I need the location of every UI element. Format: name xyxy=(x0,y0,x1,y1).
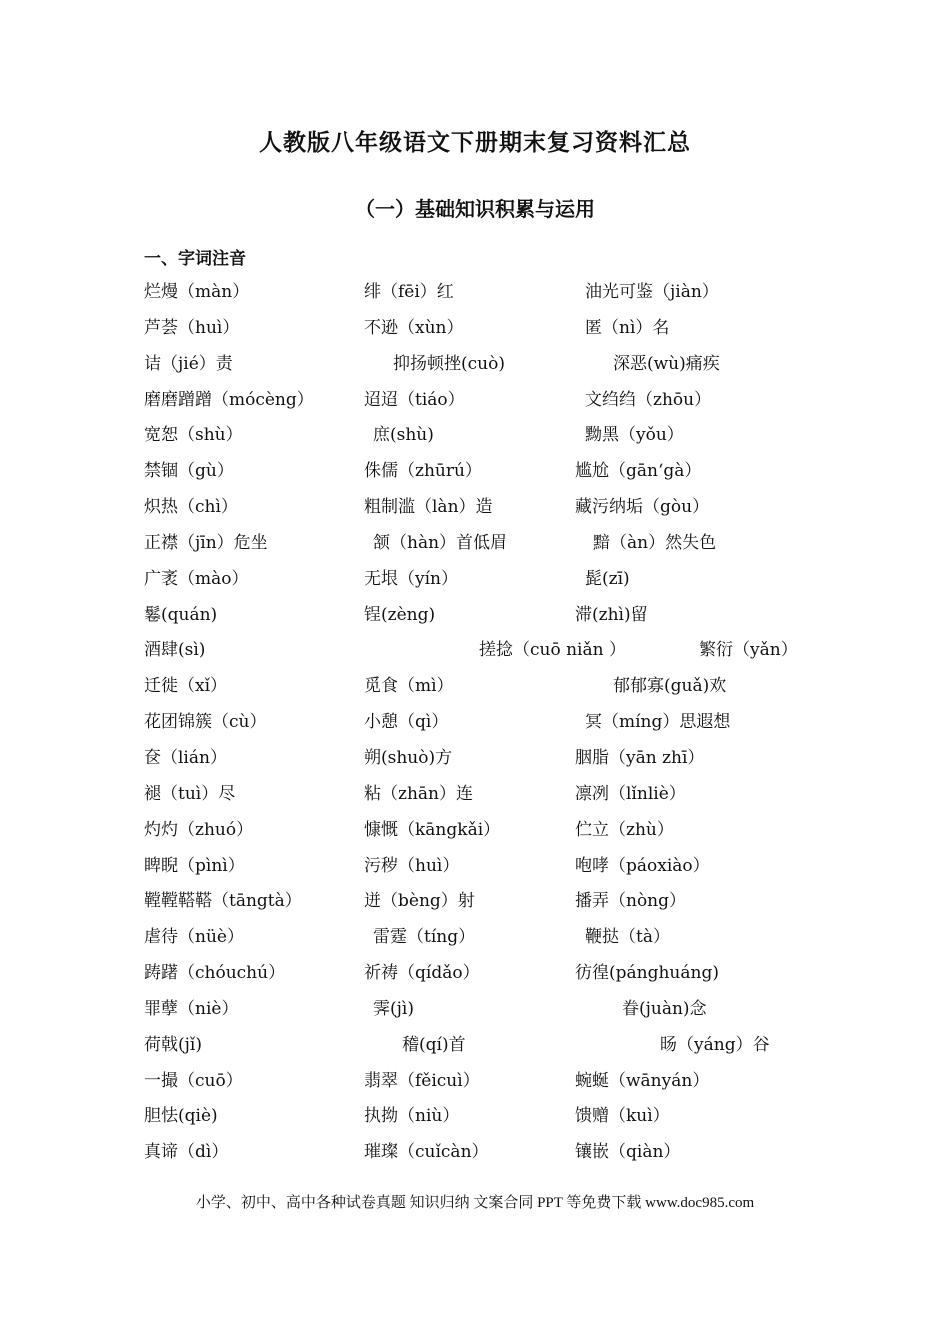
vocab-entry: 睥睨（pìnì） xyxy=(144,855,245,876)
vocab-entry: 粗制滥（làn）造 xyxy=(364,497,493,518)
vocab-entry: 芦荟（huì） xyxy=(144,317,240,338)
vocab-list xyxy=(0,278,950,1174)
vocab-entry: 馈赠（kuì） xyxy=(575,1106,670,1127)
vocab-entry: 无垠（yín） xyxy=(364,568,458,589)
vocab-row xyxy=(0,852,950,888)
vocab-entry: 眷(juàn)念 xyxy=(622,998,707,1019)
vocab-entry: 祈祷（qídǎo） xyxy=(364,963,480,984)
vocab-entry: 觅食（mì） xyxy=(364,676,454,697)
vocab-entry: 花团锦簇（cù） xyxy=(144,712,267,733)
vocab-entry: 彷徨(pánghuáng) xyxy=(575,963,719,984)
vocab-entry: 伫立（zhù） xyxy=(575,819,674,840)
vocab-entry: 鬈(quán) xyxy=(144,604,218,625)
vocab-entry: 冥（míng）思遐想 xyxy=(585,712,731,733)
vocab-entry: 髭(zī) xyxy=(585,568,630,589)
vocab-entry: 真谛（dì） xyxy=(144,1142,229,1163)
vocab-entry: 深恶(wù)痛疾 xyxy=(613,353,720,374)
vocab-entry: 奁（lián） xyxy=(144,747,227,768)
vocab-row xyxy=(0,636,950,672)
vocab-entry: 罪孽（niè） xyxy=(144,998,239,1019)
vocab-row xyxy=(0,959,950,995)
vocab-entry: 蜿蜒（wānyán） xyxy=(575,1070,710,1091)
vocab-entry: 凛冽（lǐnliè） xyxy=(575,783,686,804)
vocab-entry: 匿（nì）名 xyxy=(585,317,670,338)
vocab-entry: 颔（hàn）首低眉 xyxy=(373,532,508,553)
vocab-entry: 一撮（cuō） xyxy=(144,1070,243,1091)
vocab-entry: 正襟（jīn）危坐 xyxy=(144,532,268,553)
vocab-entry: 油光可鉴（jiàn） xyxy=(585,282,719,302)
vocab-entry: 胆怯(qiè) xyxy=(144,1106,218,1127)
vocab-entry: 朔(shuò)方 xyxy=(364,747,453,768)
vocab-entry: 慷慨（kāngkǎi） xyxy=(364,819,501,840)
vocab-entry: 荷戟(jǐ) xyxy=(144,1034,202,1055)
vocab-entry: 锃(zèng) xyxy=(364,604,436,625)
vocab-entry: 旸（yáng）谷 xyxy=(660,1034,770,1055)
vocab-row xyxy=(0,1138,950,1174)
vocab-entry: 翡翠（fěicuì） xyxy=(364,1070,480,1091)
vocab-entry: 踌躇（chóuchú） xyxy=(144,963,286,984)
vocab-entry: 磨磨蹭蹭（mócèng） xyxy=(144,389,314,410)
vocab-entry: 黯（àn）然失色 xyxy=(593,532,717,553)
section-heading: 一、字词注音 xyxy=(144,249,246,269)
vocab-row xyxy=(0,565,950,601)
vocab-row xyxy=(0,780,950,816)
vocab-entry: 小憩（qì） xyxy=(364,712,449,733)
vocab-entry: 诘（jié）责 xyxy=(144,353,233,374)
page-subtitle: （一）基础知识积累与运用 xyxy=(355,197,595,221)
vocab-entry: 镶嵌（qiàn） xyxy=(575,1142,681,1163)
vocab-entry: 抑扬顿挫(cuò) xyxy=(393,353,505,374)
vocab-entry: 黝黑（yǒu） xyxy=(585,425,684,446)
vocab-entry: 鞭挞（tà） xyxy=(585,927,670,948)
vocab-entry: 咆哮（páoxiào） xyxy=(575,855,710,876)
vocab-entry: 宽恕（shù） xyxy=(144,425,243,446)
vocab-row xyxy=(0,386,950,422)
vocab-row xyxy=(0,493,950,529)
vocab-row xyxy=(0,744,950,780)
vocab-entry: 文绉绉（zhōu） xyxy=(585,389,712,410)
vocab-entry: 迁徙（xǐ） xyxy=(144,676,228,697)
vocab-row xyxy=(0,708,950,744)
vocab-row xyxy=(0,601,950,637)
vocab-entry: 虐待（nüè） xyxy=(144,927,244,948)
vocab-entry: 广袤（mào） xyxy=(144,568,249,589)
vocab-row xyxy=(0,1031,950,1067)
vocab-entry: 绯（fēi）红 xyxy=(364,282,454,302)
vocab-row xyxy=(0,923,950,959)
vocab-entry: 禁锢（gù） xyxy=(144,461,234,482)
vocab-row xyxy=(0,278,950,314)
vocab-entry: 庶(shù) xyxy=(373,425,434,446)
vocab-row xyxy=(0,529,950,565)
vocab-entry: 灼灼（zhuó） xyxy=(144,819,254,840)
vocab-row xyxy=(0,457,950,493)
page-footer: 小学、初中、高中各种试卷真题 知识归纳 文案合同 PPT 等免费下载 www.doc985.com xyxy=(195,1195,755,1211)
vocab-entry: 霁(jì) xyxy=(373,998,414,1019)
vocab-entry: 侏儒（zhūrú） xyxy=(364,461,482,482)
vocab-entry: 不逊（xùn） xyxy=(364,317,464,338)
vocab-entry: 搓捻（cuō niǎn ） xyxy=(479,640,626,661)
page-title: 人教版八年级语文下册期末复习资料汇总 xyxy=(259,130,691,156)
vocab-row xyxy=(0,350,950,386)
vocab-entry: 雷霆（tíng） xyxy=(373,927,476,948)
vocab-entry: 滞(zhì)留 xyxy=(575,604,648,625)
vocab-entry: 尴尬（gān‘gà） xyxy=(575,461,702,482)
vocab-row xyxy=(0,816,950,852)
vocab-entry: 胭脂（yān zhī） xyxy=(575,747,705,768)
vocab-row xyxy=(0,421,950,457)
vocab-entry: 繁衍（yǎn） xyxy=(699,640,798,661)
vocab-entry: 播弄（nòng） xyxy=(575,891,687,912)
vocab-entry: 褪（tuì）尽 xyxy=(144,783,236,804)
vocab-entry: 郁郁寡(guǎ)欢 xyxy=(613,676,727,697)
vocab-entry: 迢迢（tiáo） xyxy=(364,389,465,410)
vocab-row xyxy=(0,314,950,350)
vocab-entry: 酒肆(sì) xyxy=(144,640,206,661)
vocab-entry: 烂熳（màn） xyxy=(144,282,250,302)
vocab-entry: 迸（bèng）射 xyxy=(364,891,475,912)
vocab-entry: 炽热（chì） xyxy=(144,497,238,518)
vocab-row xyxy=(0,1102,950,1138)
vocab-row xyxy=(0,887,950,923)
vocab-row xyxy=(0,672,950,708)
vocab-entry: 粘（zhān）连 xyxy=(364,783,473,804)
vocab-entry: 璀璨（cuǐcàn） xyxy=(364,1142,489,1163)
vocab-entry: 稽(qí)首 xyxy=(402,1034,466,1055)
vocab-entry: 鞺鞺鞳鞳（tāngtà） xyxy=(144,891,302,912)
vocab-row xyxy=(0,995,950,1031)
vocab-entry: 执拗（niù） xyxy=(364,1106,460,1127)
vocab-row xyxy=(0,1067,950,1103)
vocab-entry: 藏污纳垢（gòu） xyxy=(575,497,710,518)
vocab-entry: 污秽（huì） xyxy=(364,855,460,876)
